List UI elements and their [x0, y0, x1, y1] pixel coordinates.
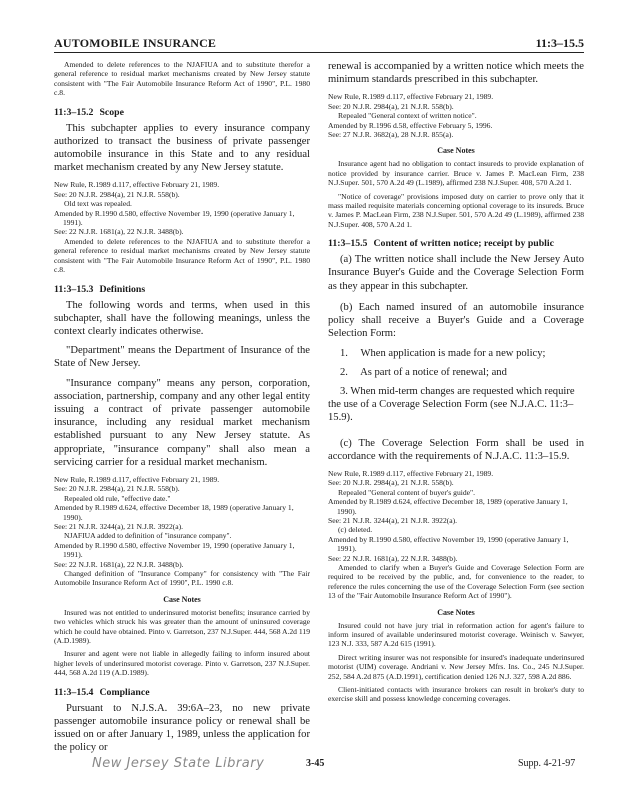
header-section: 11:3–15.5: [535, 36, 584, 50]
compliance-text-continued: renewal is accompanied by a written notice which meets the minimum standards prescribed in this subchapter.: [328, 61, 584, 86]
case-note: "Notice of coverage" provisions imposed duty on carrier to prove only that it mass mailed requisite materials concerning optional coverage to its insureds. Bruce v. James P. MacLean Firm, 238 N.J.Super. 501, 570 A.2d 49 (L.1989), affirmed 238 N.J.Super. 408, 570 A.2d 1.: [328, 191, 584, 229]
library-watermark: New Jersey State Library: [92, 756, 265, 771]
history-line: (c) deleted.: [338, 525, 373, 535]
list-item: 1. When application is made for a new policy;: [340, 347, 546, 359]
history-note: Amended to delete references to the NJAFIUA and to substitute therefor a general reference to residual market mechanisms created by New Jersey statute consistent with "The Fair Automobile Insurance Reform Act of 1990", P.L. 1980 c.8.: [54, 236, 310, 275]
history-line: New Rule, R.1989 d.117, effective February 21, 1989.: [54, 180, 220, 190]
section-heading-15-2: 11:3–15.2 Scope: [54, 106, 124, 118]
case-note: Client-initiated contacts with insurance brokers can result in broker's duty to exercise skill and possess knowledge concerning coverages.: [328, 685, 584, 704]
case-notes-heading: Case Notes: [163, 594, 201, 604]
history-line: Amended by R.1990 d.580, effective November 19, 1990 (operative January 1, 1991).: [54, 540, 295, 560]
section-heading-15-5: 11:3–15.5 Content of written notice; receipt by public: [328, 238, 554, 250]
section-heading-15-4: 11:3–15.4 Compliance: [54, 686, 150, 698]
definition-insurance-company: "Insurance company" means any person, corporation, association, partnership, company and any other legal entity issuing a contract of private passenger automobile insurance, including any residual market mechanism established pursuant to any New Jersey statute. As appropriate, "insurance company" shall also mean a servicing carrier for a residual market mechanism.: [54, 377, 310, 468]
header-title: AUTOMOBILE INSURANCE: [54, 36, 217, 50]
history-line: See: 20 N.J.R. 2984(a), 21 N.J.R. 558(b).: [328, 478, 454, 488]
history-line: Amended by R.1989 d.624, effective December 18, 1989 (operative January 1, 1990).: [54, 503, 294, 522]
definition-department: "Department" means the Department of Insurance of the State of New Jersey.: [54, 345, 310, 370]
history-line: See: 20 N.J.R. 2984(a), 21 N.J.R. 558(b).: [328, 101, 454, 111]
case-note: Insured was not entitled to underinsured motorist benefits; insurance carried by two vehicles which struck his was greater than the amount of uninsured coverage which he could have obtained. Pinto v. Garretson, 237 N.J.Super. 444, 568 A.2d 119 (A.D.1989).: [54, 607, 310, 646]
history-line: Repealed "General content of buyer's guide".: [338, 487, 476, 497]
history-line: See: 27 N.J.R. 3682(a), 28 N.J.R. 855(a).: [328, 130, 454, 140]
subsection-c: (c) The Coverage Selection Form shall be used in accordance with the requirements of N.J.A.C. 11:3–15.9.: [328, 437, 584, 462]
history-line: See: 22 N.J.R. 1681(a), 22 N.J.R. 3488(b).: [54, 227, 184, 237]
history-line: See: 22 N.J.R. 1681(a), 22 N.J.R. 3488(b).: [54, 559, 184, 569]
history-line: Repealed old rule, "effective date.": [64, 493, 171, 503]
left-column: [54, 60, 310, 754]
history-line: NJAFIUA added to definition of "insurance company".: [64, 531, 232, 541]
history-note: Amended to clarify when a Buyer's Guide and Coverage Selection Form are required to be received by the public, and, for convenience to the reader, to reference the rules concerning the use of the Coverage Selection Form (see section 13 of the "Fair Automobile Insurance Reform Act of 1990").: [328, 562, 584, 601]
page-footer: [0, 756, 618, 776]
history-line: Amended by R.1989 d.624, effective December 18, 1989 (operative January 1, 1990).: [328, 497, 568, 516]
history-line: New Rule, R.1989 d.117, effective February 21, 1989.: [328, 468, 494, 478]
section-heading-15-3: 11:3–15.3 Definitions: [54, 283, 146, 295]
intro-history-note: Amended to delete references to the NJAFIUA and to substitute therefor a general reference to residual market mechanisms created by New Jersey statute consistent with "The Fair Automobile Insurance Reform Act of 1990", P.L. 1980 c.8.: [54, 60, 310, 98]
compliance-text: Pursuant to N.J.S.A. 39:6A–23, no new private passenger automobile insurance policy or renewal shall be issued on or after January 1, 1989, unless the application for the policy or: [54, 702, 310, 754]
history-line: See: 22 N.J.R. 1681(a), 22 N.J.R. 3488(b).: [328, 553, 458, 563]
history-line: See: 21 N.J.R. 3244(a), 21 N.J.R. 3922(a).: [328, 515, 458, 525]
history-note: Changed definition of "Insurance Company" for consistency with "The Fair Automobile Insurance Reform Act of 1990", P.L. 1990 c.8.: [54, 569, 310, 588]
case-notes-heading: Case Notes: [437, 607, 475, 617]
page-number: 3-45: [306, 758, 325, 769]
case-note: Direct writing insurer was not responsible for insured's inadequate underinsured motorist (UIM) coverage. Andriani v. New Jersey Mfrs. Ins. Co., 245 N.J.Super. 252, 584 A.2d 875 (A.D.1991), certification denied 126 N.J. 327, 598 A.2d 886.: [328, 652, 584, 681]
history-line: See: 21 N.J.R. 3244(a), 21 N.J.R. 3922(a).: [54, 521, 184, 531]
history-line: New Rule, R.1989 d.117, effective February 21, 1989.: [328, 92, 494, 102]
case-note: Insurance agent had no obligation to contact insureds to provide explanation of notice provided by insurance carrier. Bruce v. James P. MacLean Firm, 238 N.J.Super. 501, 570 A.2d 49 (L.1989), affirmed 238 N.J.Super. 408, 570 A.2d 1.: [328, 159, 584, 188]
history-line: Old text was repealed.: [64, 199, 132, 209]
history-line: See: 20 N.J.R. 2984(a), 21 N.J.R. 558(b).: [54, 189, 180, 199]
history-line: New Rule, R.1989 d.117, effective February 21, 1989.: [54, 474, 220, 484]
history-line: See: 20 N.J.R. 2984(a), 21 N.J.R. 558(b).: [54, 484, 180, 494]
subsection-b: (b) Each named insured of an automobile insurance policy shall receive a Buyer's Guide and a Coverage Selection Form:: [328, 301, 584, 340]
definitions-intro: The following words and terms, when used in this subchapter, shall have the following meanings, unless the context clearly indicates otherwise.: [54, 299, 310, 337]
history-line: Amended by R.1990 d.580, effective November 19, 1990 (operative January 1, 1991).: [54, 208, 295, 228]
list-item: 2. As part of a notice of renewal; and: [340, 366, 507, 378]
supplement-date: Supp. 4-21-97: [518, 758, 576, 769]
right-column: [328, 60, 584, 708]
history-line: Amended by R.1990 d.580, effective November 19, 1990 (operative January 1, 1991).: [328, 534, 569, 554]
history-line: Amended by R.1996 d.58, effective February 5, 1996.: [328, 120, 493, 130]
case-note: Insurer and agent were not liable in allegedly failing to inform insured about higher levels of underinsured motorist coverage. Pinto v. Garretson, 237 N.J.Super. 444, 568 A.2d 119 (A.D.1989).: [54, 649, 310, 678]
subsection-a: (a) The written notice shall include the New Jersey Auto Insurance Buyer's Guide and the Coverage Selection Form as they appear in this subchapter.: [328, 254, 584, 292]
history-line: Repealed "General context of written notice".: [338, 111, 477, 121]
list-item: 3. When mid-term changes are requested which require the use of a Coverage Selection Form (see N.J.A.C. 11:3–15.9).: [328, 385, 575, 424]
case-notes-heading: Case Notes: [437, 146, 475, 156]
scope-text: This subchapter applies to every insurance company authorized to transact the business of private passenger automobile insurance in this State and to any residual market mechanism created by any New Jersey statute.: [54, 122, 310, 174]
case-note: Insured could not have jury trial in reformation action for agent's failure to inform insured of available underinsured motorist coverage. Weinisch v. Sawyer, 123 N.J. 333, 587 A.2d 615 (1991).: [328, 620, 584, 649]
running-header: [54, 36, 584, 53]
